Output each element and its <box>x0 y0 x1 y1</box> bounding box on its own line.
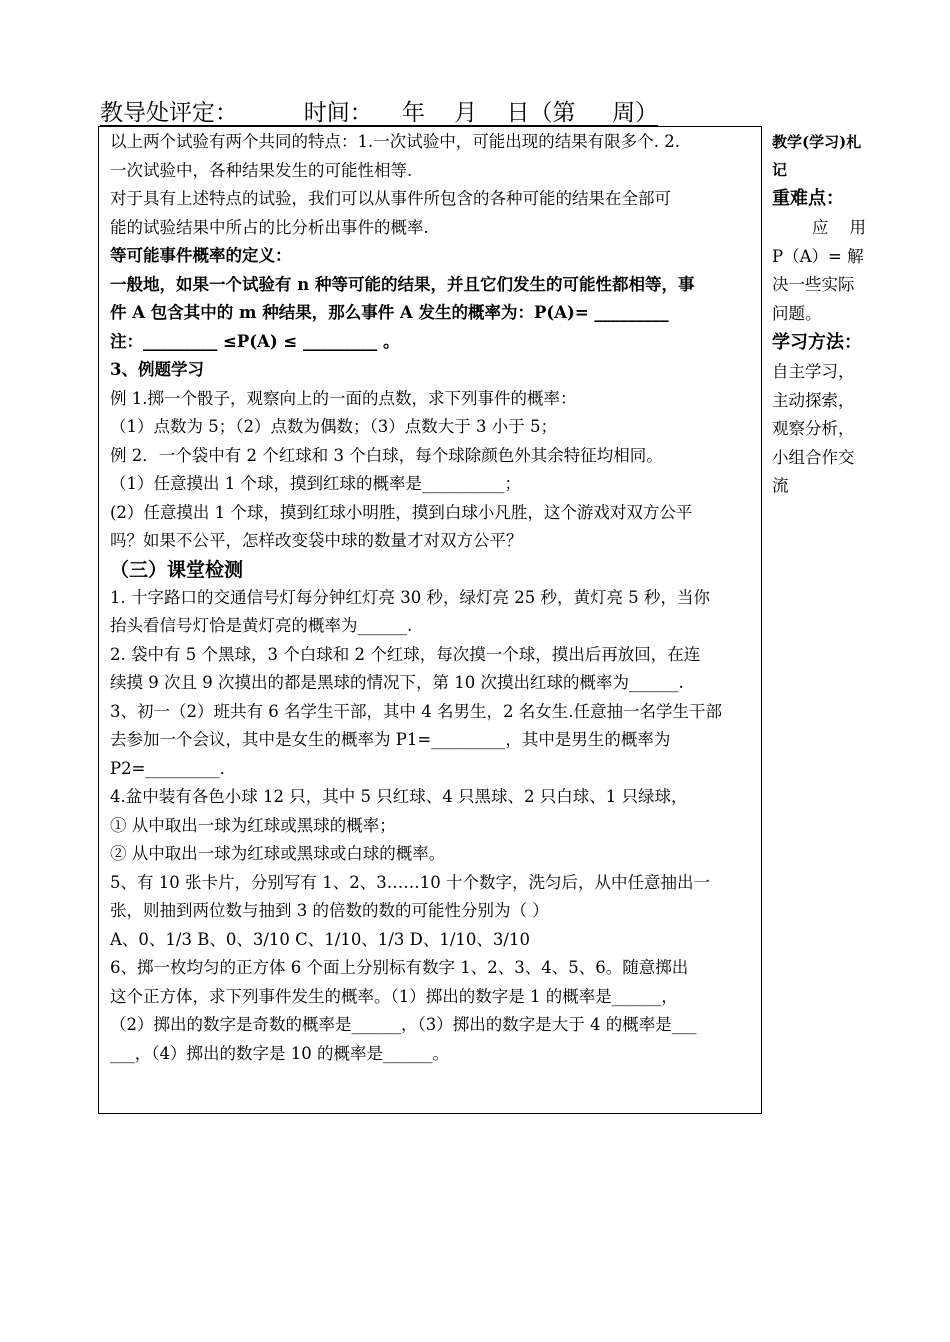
test-question-line: 6、掷一枚均匀的正方体 6 个面上分别标有数字 1、2、3、4、5、6。随意掷出 <box>110 958 689 977</box>
section-title-class-test: （三）课堂检测 <box>110 558 244 581</box>
side-notes-column <box>772 128 876 501</box>
test-question-line: 3、初一（2）班共有 6 名学生干部，其中 4 名男生，2 名女生.任意抽一名学生干部 <box>110 701 722 721</box>
side-caption: 教学(学习)札记 <box>772 133 862 179</box>
content-line: （1）任意摸出 1 个球，摸到红球的概率是__________； <box>110 474 521 493</box>
study-method-title: 学习方法： <box>772 332 862 353</box>
test-question-line: ___，（4）掷出的数字是 10 的概率是______。 <box>110 1043 449 1063</box>
test-question-line: 4.盆中装有各色小球 12 只，其中 5 只红球、4 只黑球、2 只白球、1 只绿球， <box>110 787 688 806</box>
content-line: (2）任意摸出 1 个球，摸到红球小明胜，摸到白球小凡胜，这个游戏对双方公平 <box>110 502 693 522</box>
study-method-line: 主动探索， <box>772 390 855 410</box>
content-line: 3、例题学习 <box>110 360 204 379</box>
content-line: 件 A 包含其中的 m 种结果，那么事件 A 发生的概率为：P(A)= _________ <box>110 303 669 322</box>
study-method-line: 流 <box>772 476 789 495</box>
test-question-line: ① 从中取出一球为红球或黑球的概率； <box>110 815 396 835</box>
test-question-line: 1. 十字路口的交通信号灯每分钟红灯亮 30 秒，绿灯亮 25 秒，黄灯亮 5 秒，当你 <box>110 587 710 607</box>
test-question-line: 去参加一个会议，其中是女生的概率为 P1=_________，其中是男生的概率为 <box>110 730 671 749</box>
lesson-content <box>110 128 755 1068</box>
test-question-line: （2）掷出的数字是奇数的概率是______，（3）掷出的数字是大于 4 的概率是___ <box>110 1015 697 1034</box>
key-points-title: 重难点： <box>772 188 844 209</box>
study-method-line: 观察分析， <box>772 419 855 438</box>
content-line: 等可能事件概率的定义： <box>110 246 292 265</box>
content-line: 例 2．一个袋中有 2 个红球和 3 个白球，每个球除颜色外其余特征均相同。 <box>110 445 663 465</box>
content-line: 以上两个试验有两个共同的特点：1.一次试验中，可能出现的结果有限多个. 2. <box>110 132 680 151</box>
content-line: 注：_________ ≤P(A) ≤ _________ 。 <box>110 331 400 351</box>
test-question-line: 续摸 9 次且 9 次摸出的都是黑球的情况下，第 10 次摸出红球的概率为______. <box>110 673 684 692</box>
test-question-line: 2. 袋中有 5 个黑球，3 个白球和 2 个红球，每次摸一个球，摸出后再放回，在连 <box>110 644 701 664</box>
test-question-line: A、0、1/3 B、0、3/10 C、1/10、1/3 D、1/10、3/10 <box>110 929 530 949</box>
test-question-line: 5、有 10 张卡片，分别写有 1、2、3……10 十个数字，洗匀后，从中任意抽出一 <box>110 872 710 892</box>
test-question-line: P2=_________. <box>110 758 225 778</box>
content-line: （1）点数为 5；（2）点数为偶数；（3）点数大于 3 小于 5； <box>110 417 557 436</box>
header-evaluation-line: 教导处评定： 时间： 年 月 日（第 周） <box>100 100 659 126</box>
study-method-line: 自主学习， <box>772 362 855 381</box>
key-points-line: 应 用 <box>812 218 866 237</box>
key-points-line: P（A）= 解 <box>772 246 864 266</box>
content-line: 一般地，如果一个试验有 n 种等可能的结果，并且它们发生的可能性都相等，事 <box>110 274 695 294</box>
test-question-line: 这个正方体，求下列事件发生的概率。（1）掷出的数字是 1 的概率是______， <box>110 986 678 1006</box>
test-question-line: 张，则抽到两位数与抽到 3 的倍数的数的可能性分别为（ ） <box>110 901 549 920</box>
key-points-line: 问题。 <box>772 303 822 323</box>
content-line: 一次试验中，各种结果发生的可能性相等. <box>110 160 413 180</box>
test-question-line: 抬头看信号灯恰是黄灯亮的概率为______. <box>110 616 413 635</box>
content-line: 例 1.掷一个骰子，观察向上的一面的点数，求下列事件的概率： <box>110 388 577 408</box>
key-points-line: 决一些实际 <box>772 275 855 294</box>
content-line: 吗？如果不公平，怎样改变袋中球的数量才对双方公平？ <box>110 531 523 550</box>
study-method-line: 小组合作交 <box>772 447 855 467</box>
content-line: 对于具有上述特点的试验，我们可以从事件所包含的各种可能的结果在全部可 <box>110 189 671 208</box>
test-question-line: ② 从中取出一球为红球或黑球或白球的概率。 <box>110 844 446 863</box>
content-line: 能的试验结果中所占的比分析出事件的概率. <box>110 217 429 237</box>
